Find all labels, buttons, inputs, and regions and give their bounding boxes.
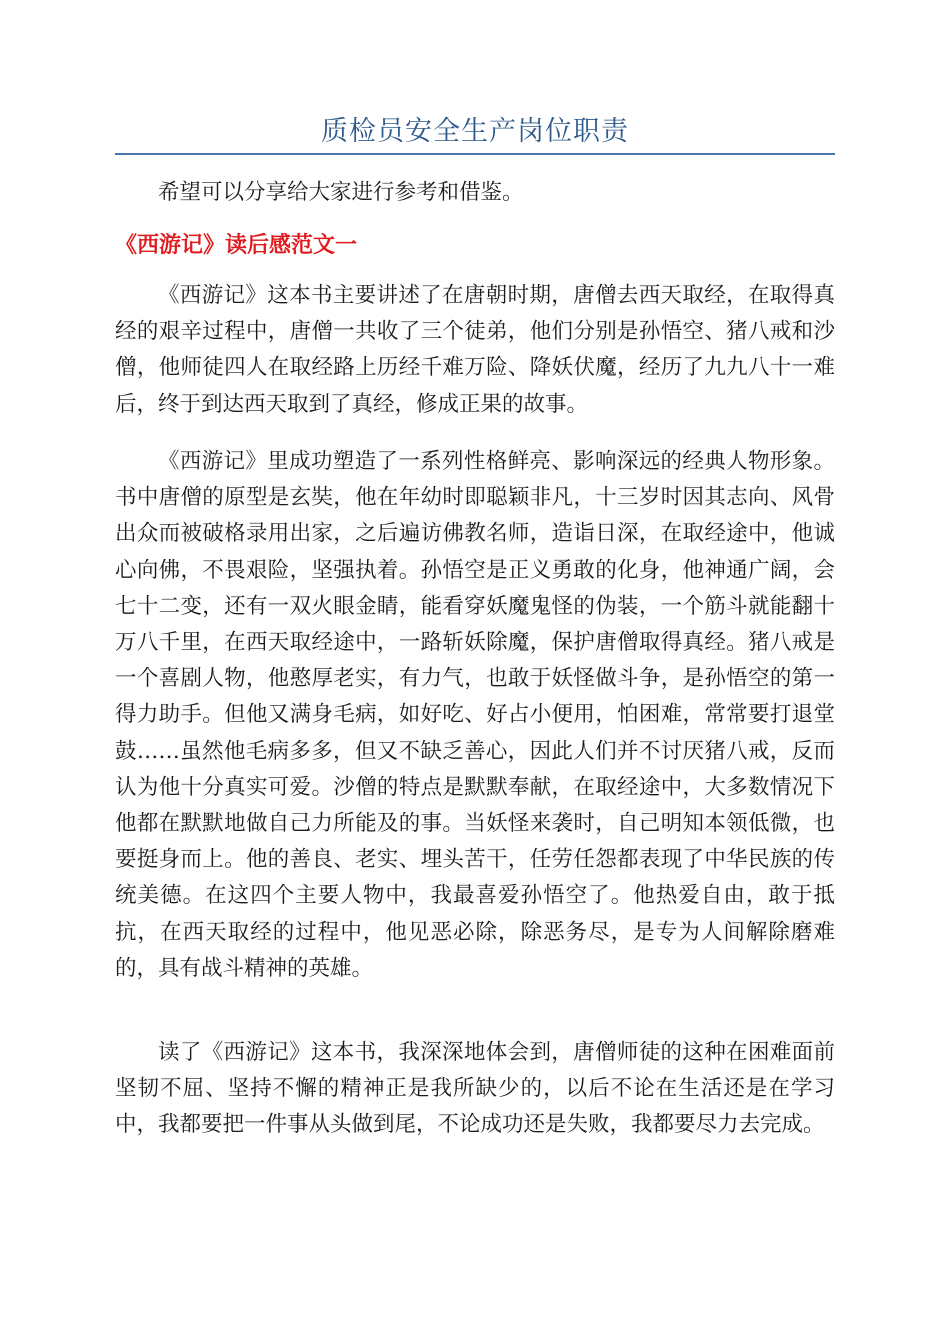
intro-paragraph: 希望可以分享给大家进行参考和借鉴。 xyxy=(158,180,524,205)
body-paragraph-2: 《西游记》里成功塑造了一系列性格鲜亮、影响深远的经典人物形象。书中唐僧的原型是玄奘，他在年幼时即聪颖非凡，十三岁时因其志向、风骨出众而被破格录用出家，之后遍访佛教名师，造诣日深，在取经途中，他诚心向佛，不畏艰险，坚强执着。孙悟空是正义勇敢的化身，他神通广阔，会七十二变，还有一双火眼金睛，能看穿妖魔鬼怪的伪装，一个筋斗就能翻十万八千里，在西天取经途中，一路斩妖除魔，保护唐僧取得真经。猪八戒是一个喜剧人物，他憨厚老实，有力气，也敢于妖怪做斗争，是孙悟空的第一得力助手。但他又满身毛病，如好吃、好占小便用，怕困难，常常要打退堂鼓……虽然他毛病多多，但又不缺乏善心，因此人们并不讨厌猪八戒，反而认为他十分真实可爱。沙僧的特点是默默奉献，在取经途中，大多数情况下他都在默默地做自己力所能及的事。当妖怪来袭时，自己明知本领低微，也要挺身而上。他的善良、老实、埋头苦干，任劳任怨都表现了中华民族的传统美德。在这四个主要人物中，我最喜爱孙悟空了。他热爱自由，敢于抵抗，在西天取经的过程中，他见恶必除，除恶务尽，是专为人间解除磨难的，具有战斗精神的英雄。 xyxy=(115,449,835,981)
title-underline xyxy=(115,153,835,155)
document-title: 质检员安全生产岗位职责 xyxy=(321,116,629,147)
body-paragraph-1: 《西游记》这本书主要讲述了在唐朝时期，唐僧去西天取经，在取得真经的艰辛过程中，唐僧一共收了三个徒弟，他们分别是孙悟空、猪八戒和沙僧，他师徒四人在取经路上历经千难万险、降妖伏魔，经历了九九八十一难后，终于到达西天取到了真经，修成正果的故事。 xyxy=(115,283,835,417)
section-heading: 《西游记》读后感范文一 xyxy=(115,233,358,258)
body-paragraph-3: 读了《西游记》这本书，我深深地体会到，唐僧师徒的这种在困难面前坚韧不屈、坚持不懈的精神正是我所缺少的，以后不论在生活还是在学习中，我都要把一件事从头做到尾，不论成功还是失败，我都要尽力去完成。 xyxy=(115,1040,835,1138)
